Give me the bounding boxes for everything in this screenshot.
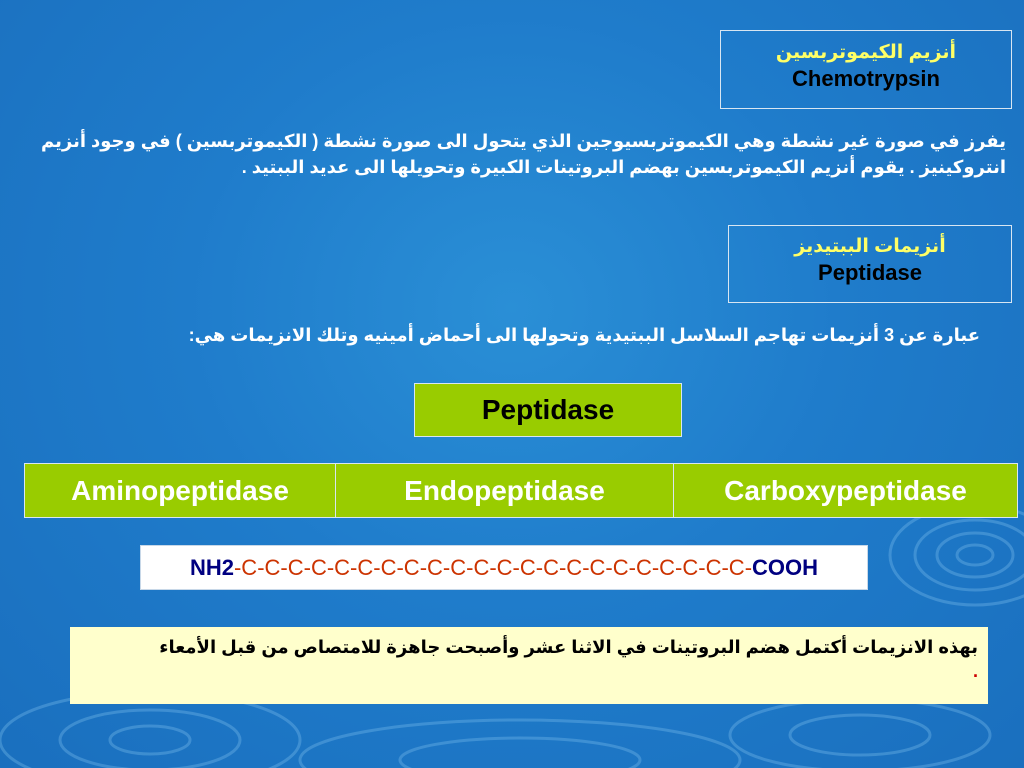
aminopeptidase-cell: Aminopeptidase bbox=[25, 464, 336, 517]
chemotrypsin-title-english: Chemotrypsin bbox=[792, 66, 940, 91]
peptidase-description: عبارة عن 3 أنزيمات تهاجم السلاسل الببتيدية وتحولها الى أحماض أمينيه وتلك الانزيمات هي: bbox=[188, 325, 980, 345]
summary-note-box bbox=[70, 627, 988, 704]
endopeptidase-cell: Endopeptidase bbox=[336, 464, 674, 517]
chemotrypsin-title-box bbox=[720, 30, 1012, 109]
summary-note-end-mark: . bbox=[972, 661, 978, 681]
peptidase-title-box bbox=[728, 225, 1012, 303]
summary-note-text: بهذه الانزيمات أكتمل هضم البروتينات في الاثنا عشر وأصبحت جاهزة للامتصاص من قبل الأمعاء bbox=[159, 637, 978, 657]
carboxypeptidase-cell: Carboxypeptidase bbox=[674, 464, 1017, 517]
chemotrypsin-description: يفرز في صورة غير نشطة وهي الكيموتربسيوجين الذي يتحول الى صورة نشطة ( الكيموتربسين ) في وجود أنزيم انتروكينيز . يقوم أنزيم الكيموتربسين بهضم البروتينات الكبيرة وتحويلها الى عديد الببتيد . bbox=[41, 131, 1006, 177]
peptidase-title-arabic: أنزيمات الببتيديز bbox=[794, 236, 946, 257]
chemotrypsin-title-arabic: أنزيم الكيموتربسين bbox=[775, 42, 957, 63]
peptidase-title-english: Peptidase bbox=[818, 260, 922, 285]
peptidase-header-cell: Peptidase bbox=[414, 383, 682, 437]
peptide-chain-box bbox=[140, 545, 868, 590]
chain-amino-end: NH2 bbox=[189, 554, 234, 580]
chain-carbons: -C-C-C-C-C-C-C-C-C-C-C-C-C-C-C-C-C-C-C-C-C-C- bbox=[233, 554, 753, 580]
chain-carboxyl-end: COOH bbox=[752, 554, 819, 580]
peptidase-types-row bbox=[24, 463, 1018, 518]
